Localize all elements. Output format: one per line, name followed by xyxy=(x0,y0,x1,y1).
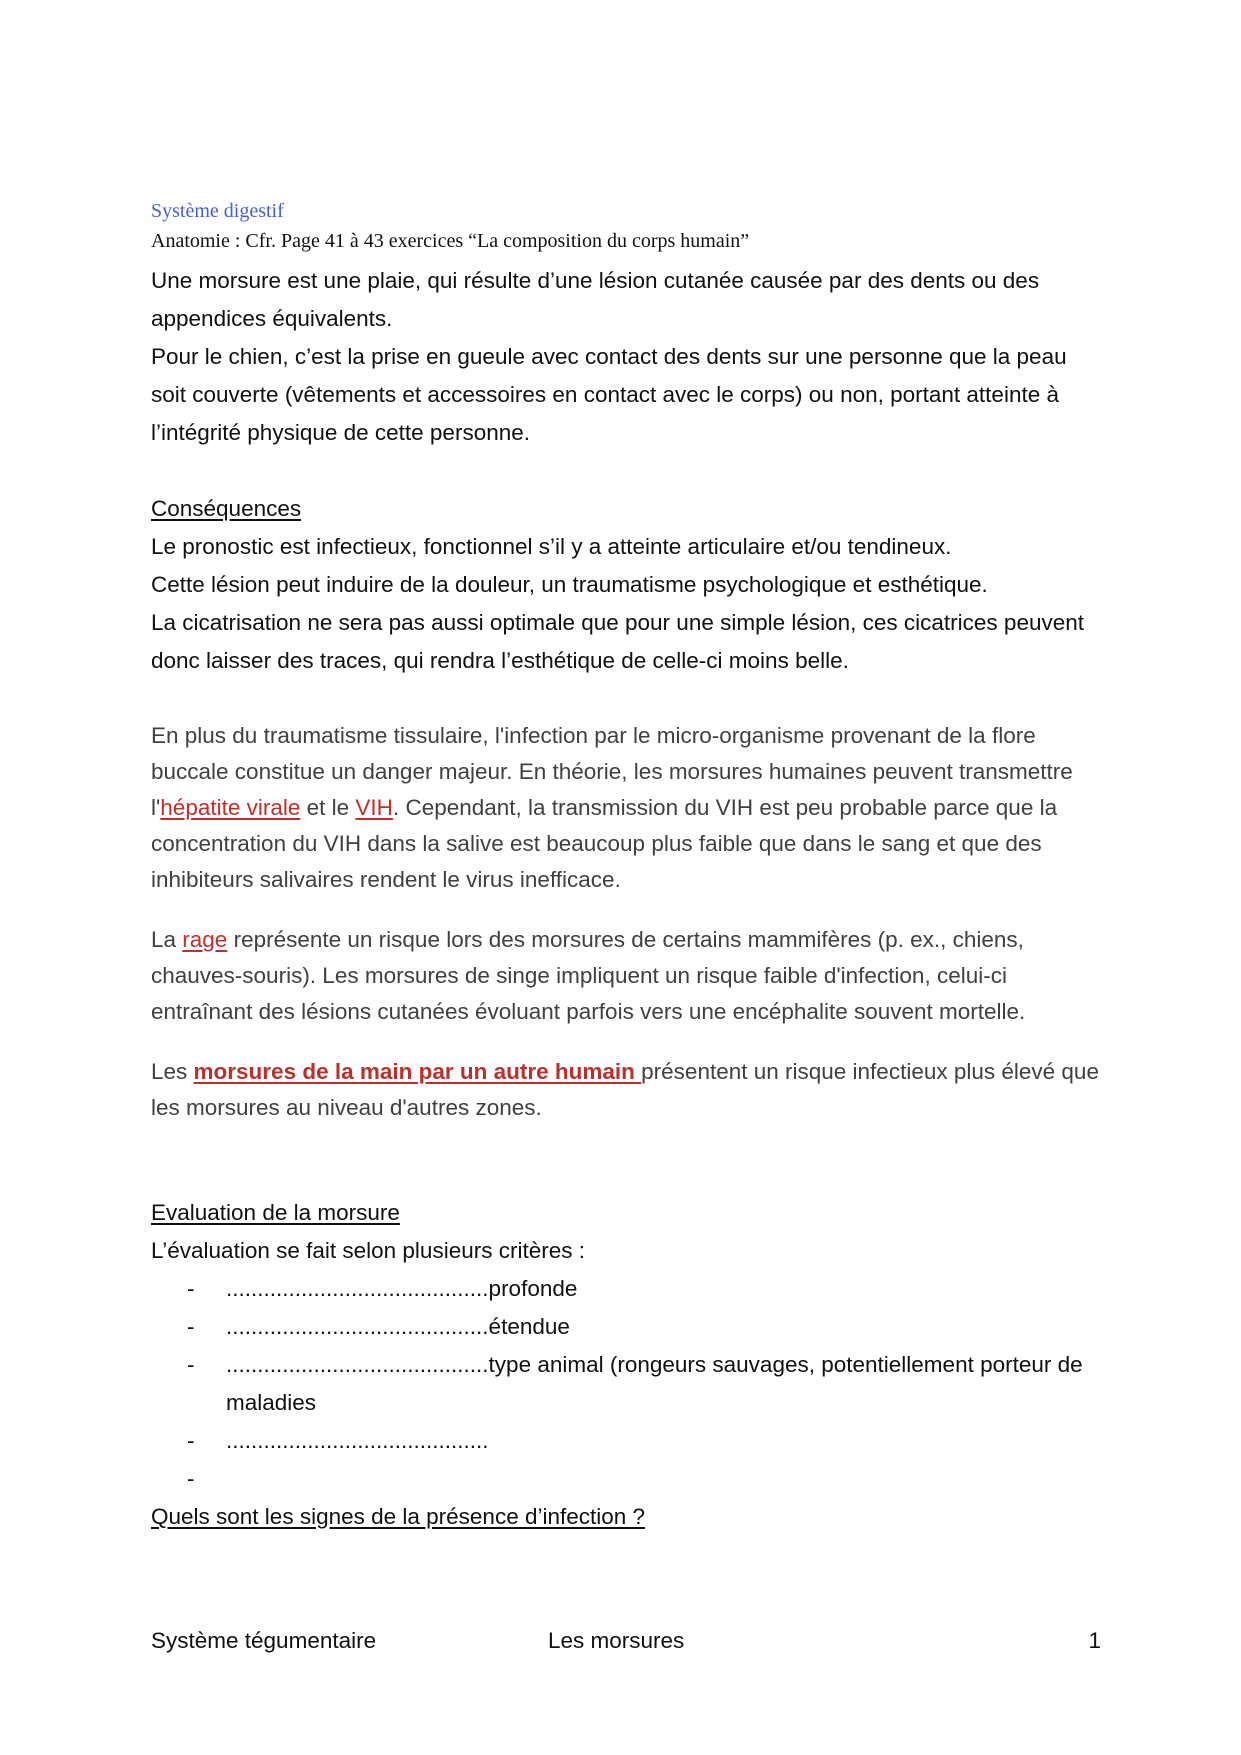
document-page xyxy=(151,196,1101,1536)
criteria-list xyxy=(151,1270,1101,1498)
evaluation-heading: Evaluation de la morsure xyxy=(151,1200,400,1225)
criteria-item: - ..........................................profonde xyxy=(187,1276,578,1301)
criteria-item: - ..........................................étendue xyxy=(187,1314,570,1339)
intro-dog-definition: Pour le chien, c’est la prise en gueule avec contact des dents sur une personne que la peau soit couverte (vêtements et accessoires en contact avec le corps) ou non, portant atteinte à l’intégrité physique de cette personne. xyxy=(151,344,1067,445)
subject-heading: Système digestif xyxy=(151,200,284,222)
evaluation-intro: L’évaluation se fait selon plusieurs critères : xyxy=(151,1238,585,1263)
vih-link[interactable]: VIH xyxy=(355,795,393,820)
footer-chapter: Système tégumentaire xyxy=(151,1628,377,1653)
criteria-item: - .......................................... xyxy=(187,1428,489,1453)
hand-bite-paragraph: Les morsures de la main par un autre humain présentent un risque infectieux plus élevé que les morsures au niveau d'autres zones. xyxy=(151,1059,1099,1120)
infection-signs-question: Quels sont les signes de la présence d’infection ? xyxy=(151,1504,646,1529)
consequences-line-3: La cicatrisation ne sera pas aussi optimale que pour une simple lésion, ces cicatrices peuvent donc laisser des traces, qui rendra l’esthétique de celle-ci moins belle. xyxy=(151,610,1085,673)
consequences-line-1: Le pronostic est infectieux, fonctionnel s’il y a atteinte articulaire et/ou tendineux. xyxy=(151,534,952,559)
rage-paragraph: La rage représente un risque lors des morsures de certains mammifères (p. ex., chiens, chauves-souris). Les morsures de singe impliquent un risque faible d'infection, celui-ci entraînant des lésions cutanées évoluant parfois vers une encéphalite souvent mortelle. xyxy=(151,927,1026,1024)
hand-bite-link[interactable]: morsures de la main par un autre humain xyxy=(193,1059,642,1084)
intro-definition: Une morsure est une plaie, qui résulte d’une lésion cutanée causée par des dents ou des appendices équivalents. xyxy=(151,268,1040,331)
consequences-line-2: Cette lésion peut induire de la douleur, un traumatisme psychologique et esthétique. xyxy=(151,572,988,597)
page-number: 1 xyxy=(1088,1628,1101,1653)
footer-title: Les morsures xyxy=(548,1628,685,1653)
infection-paragraph: En plus du traumatisme tissulaire, l'infection par le micro-organisme provenant de la flore buccale constitue un danger majeur. En théorie, les morsures humaines peuvent transmettre l'hépatite virale et le VIH. Cependant, la transmission du VIH est peu probable parce que la concentration du VIH dans la salive est beaucoup plus faible que dans le sang et que des inhibiteurs salivaires rendent le virus inefficace. xyxy=(151,723,1073,892)
page-footer xyxy=(151,1622,1101,1660)
criteria-item: - ..........................................type animal (rongeurs sauvages, potentiellement porteur de maladies xyxy=(187,1352,1083,1415)
hepatite-virale-link[interactable]: hépatite virale xyxy=(160,795,301,820)
consequences-heading: Conséquences xyxy=(151,496,302,521)
reference-line: Anatomie : Cfr. Page 41 à 43 exercices “La composition du corps humain” xyxy=(151,230,750,252)
criteria-item: - xyxy=(187,1466,195,1491)
rage-link[interactable]: rage xyxy=(182,927,228,952)
